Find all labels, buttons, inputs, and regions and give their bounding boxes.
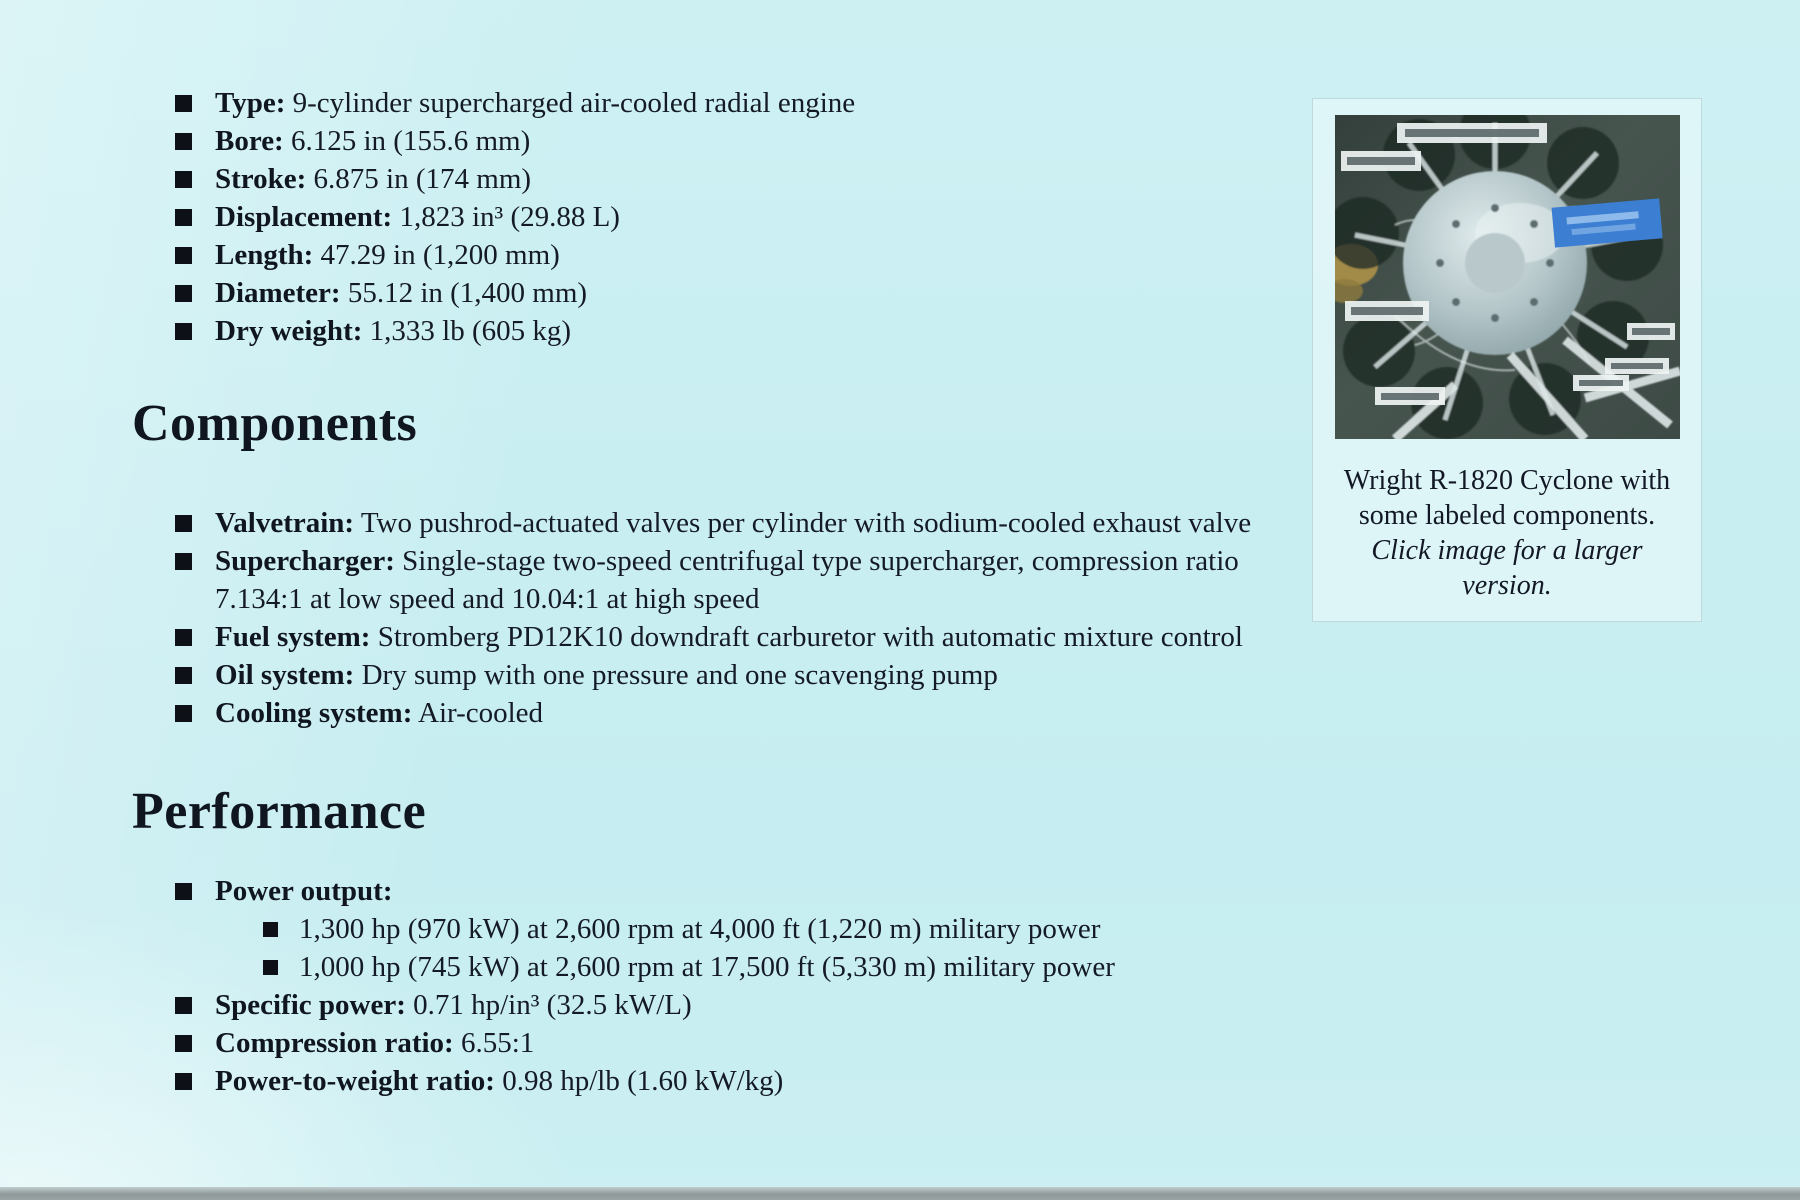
spec-item: Displacement: 1,823 in³ (29.88 L) xyxy=(175,198,1255,236)
item-label: Specific power: xyxy=(215,989,406,1021)
label-box xyxy=(1345,301,1429,321)
item-label: Supercharger: xyxy=(215,545,395,577)
label-box xyxy=(1605,358,1669,374)
component-item: Fuel system: Stromberg PD12K10 downdraft carburetor with automatic mixture control xyxy=(175,618,1255,656)
caption-italic-text: Click image for a larger version. xyxy=(1371,535,1643,601)
caption-text: Wright R-1820 Cyclone with some labeled components. xyxy=(1343,465,1671,531)
performance-item: Power-to-weight ratio: 0.98 hp/lb (1.60 kW/kg) xyxy=(175,1062,1255,1100)
spec-item: Type: 9-cylinder supercharged air-cooled radial engine xyxy=(175,84,1255,122)
power-output-sublist xyxy=(215,910,1255,986)
item-label: Valvetrain: xyxy=(215,507,355,539)
item-label: Compression ratio: xyxy=(215,1027,454,1059)
item-label: Stroke: xyxy=(215,163,307,195)
spec-item: Bore: 6.125 in (155.6 mm) xyxy=(175,122,1255,160)
power-output-sub-item: 1,300 hp (970 kW) at 2,600 rpm at 4,000 ft (1,220 m) military power xyxy=(263,910,1255,948)
item-label: Cooling system: xyxy=(215,697,413,729)
component-item: Oil system: Dry sump with one pressure and one scavenging pump xyxy=(175,656,1255,694)
component-item: Cooling system: Air-cooled xyxy=(175,694,1255,732)
spec-item: Diameter: 55.12 in (1,400 mm) xyxy=(175,274,1255,312)
item-label: Bore: xyxy=(215,125,284,157)
power-output-sub-item: 1,000 hp (745 kW) at 2,600 rpm at 17,500 ft (5,330 m) military power xyxy=(263,948,1255,986)
item-label: Diameter: xyxy=(215,277,341,309)
item-label: Power-to-weight ratio: xyxy=(215,1065,495,1097)
engine-photo[interactable] xyxy=(1335,115,1680,439)
spec-item: Stroke: 6.875 in (174 mm) xyxy=(175,160,1255,198)
component-item: Supercharger: Single-stage two-speed centrifugal type supercharger, compression ratio 7.134:1 at low speed and 10.04:1 at high speed xyxy=(175,542,1255,618)
item-label: Dry weight: xyxy=(215,315,363,347)
item-label: Length: xyxy=(215,239,314,271)
label-box xyxy=(1341,151,1421,171)
item-label: Fuel system: xyxy=(215,621,371,653)
components-list xyxy=(0,504,1300,732)
item-label: Power output: xyxy=(215,875,393,907)
performance-item xyxy=(175,872,1255,986)
label-box xyxy=(1627,323,1675,340)
components-heading: Components xyxy=(132,395,418,452)
performance-list xyxy=(0,872,1300,1100)
label-box xyxy=(1573,375,1629,391)
figure-engine-thumbnail xyxy=(1312,98,1702,622)
figure-caption xyxy=(1339,463,1675,603)
label-box xyxy=(1397,123,1547,143)
item-label: Displacement: xyxy=(215,201,393,233)
spec-list xyxy=(0,84,1300,350)
component-item: Valvetrain: Two pushrod-actuated valves per cylinder with sodium-cooled exhaust valve xyxy=(175,504,1255,542)
spec-item: Length: 47.29 in (1,200 mm) xyxy=(175,236,1255,274)
label-box xyxy=(1375,387,1445,405)
spec-item: Dry weight: 1,333 lb (605 kg) xyxy=(175,312,1255,350)
item-label: Oil system: xyxy=(215,659,355,691)
item-label: Type: xyxy=(215,87,286,119)
page-bottom-edge xyxy=(0,1187,1800,1200)
performance-heading: Performance xyxy=(132,783,427,840)
performance-item: Specific power: 0.71 hp/in³ (32.5 kW/L) xyxy=(175,986,1255,1024)
performance-item: Compression ratio: 6.55:1 xyxy=(175,1024,1255,1062)
main-content xyxy=(0,84,1300,1100)
